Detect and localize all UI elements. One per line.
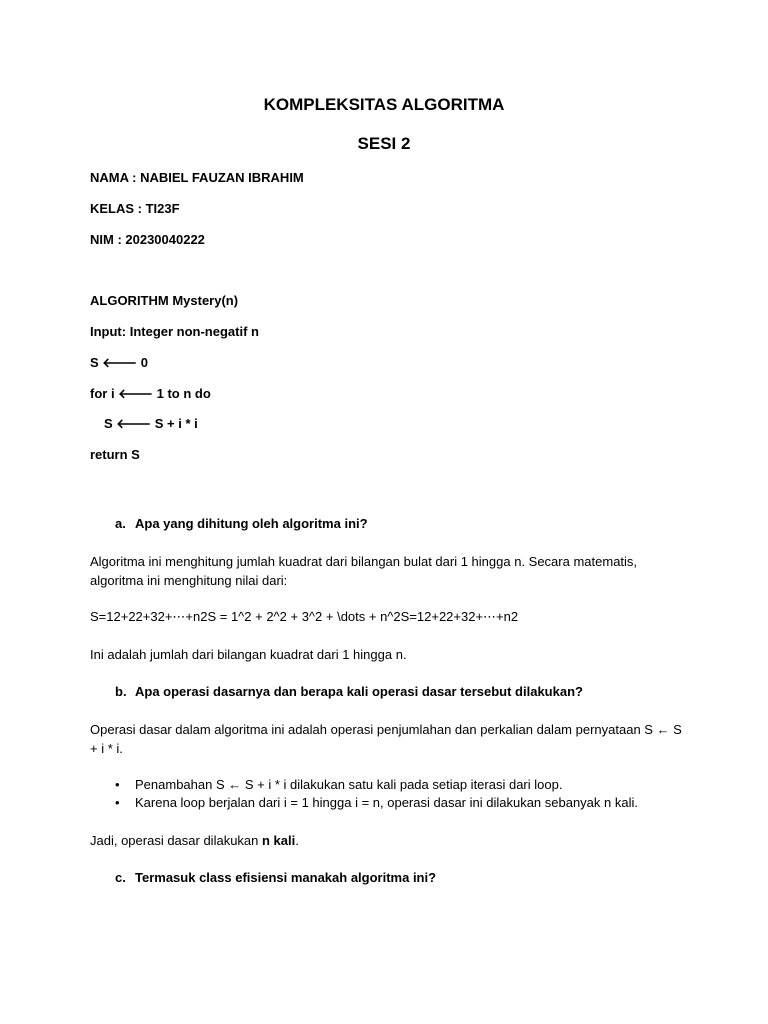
student-class: KELAS : TI23F [90, 201, 180, 216]
question-a [115, 516, 368, 531]
bullet-item [115, 795, 638, 810]
question-b [115, 684, 583, 699]
conclusion-bold: n kali [262, 833, 296, 848]
question-b-text: Apa operasi dasarnya dan berapa kali operasi dasar tersebut dilakukan? [135, 684, 583, 699]
algorithm-input: Input: Integer non-negatif n [90, 324, 259, 339]
question-a-marker: a. [115, 516, 126, 531]
answer-a-formula: S=12+22+32+⋯+n2S = 1^2 + 2^2 + 3^2 + \dots + n^2S=12+22+32+⋯+n2 [90, 609, 519, 624]
answer-b-conclusion [90, 833, 299, 848]
bullet-icon: • [115, 777, 120, 792]
answer-a-paragraph: Algoritma ini menghitung jumlah kuadrat dari bilangan bulat dari 1 hingga n. Secara matematis, algoritma ini menghitung nilai dari: [90, 554, 638, 588]
question-c [115, 870, 436, 885]
bullet-icon: • [115, 795, 120, 810]
answer-a-conclusion: Ini adalah jumlah dari bilangan kuadrat dari 1 hingga n. [90, 647, 407, 662]
question-b-marker: b. [115, 684, 127, 699]
question-a-text: Apa yang dihitung oleh algoritma ini? [135, 516, 368, 531]
document-subtitle: SESI 2 [357, 134, 411, 153]
student-name: NAMA : NABIEL FAUZAN IBRAHIM [90, 170, 304, 185]
question-c-marker: c. [115, 870, 126, 885]
bullet-item [115, 777, 562, 792]
answer-b-paragraph: Operasi dasar dalam algoritma ini adalah operasi penjumlahan dan perkalian dalam pernyataan S ← S + i * i. [90, 722, 682, 756]
document-title: KOMPLEKSITAS ALGORITMA [263, 95, 505, 114]
question-c-text: Termasuk class efisiensi manakah algoritma ini? [135, 870, 437, 885]
algorithm-line-return: return S [90, 447, 140, 462]
student-nim: NIM : 20230040222 [90, 232, 205, 247]
conclusion-prefix: Jadi, operasi dasar dilakukan [90, 833, 262, 848]
algorithm-line-init: S 🡐 0 [90, 355, 148, 370]
algorithm-header: ALGORITHM Mystery(n) [90, 293, 239, 308]
algorithm-line-body: S 🡐 S + i * i [104, 416, 198, 431]
algorithm-line-loop: for i 🡐 1 to n do [90, 386, 211, 401]
bullet-text: Penambahan S ← S + i * i dilakukan satu kali pada setiap iterasi dari loop. [135, 777, 563, 792]
conclusion-suffix: . [295, 833, 299, 848]
bullet-text: Karena loop berjalan dari i = 1 hingga i = n, operasi dasar ini dilakukan sebanyak n kali. [135, 795, 638, 810]
